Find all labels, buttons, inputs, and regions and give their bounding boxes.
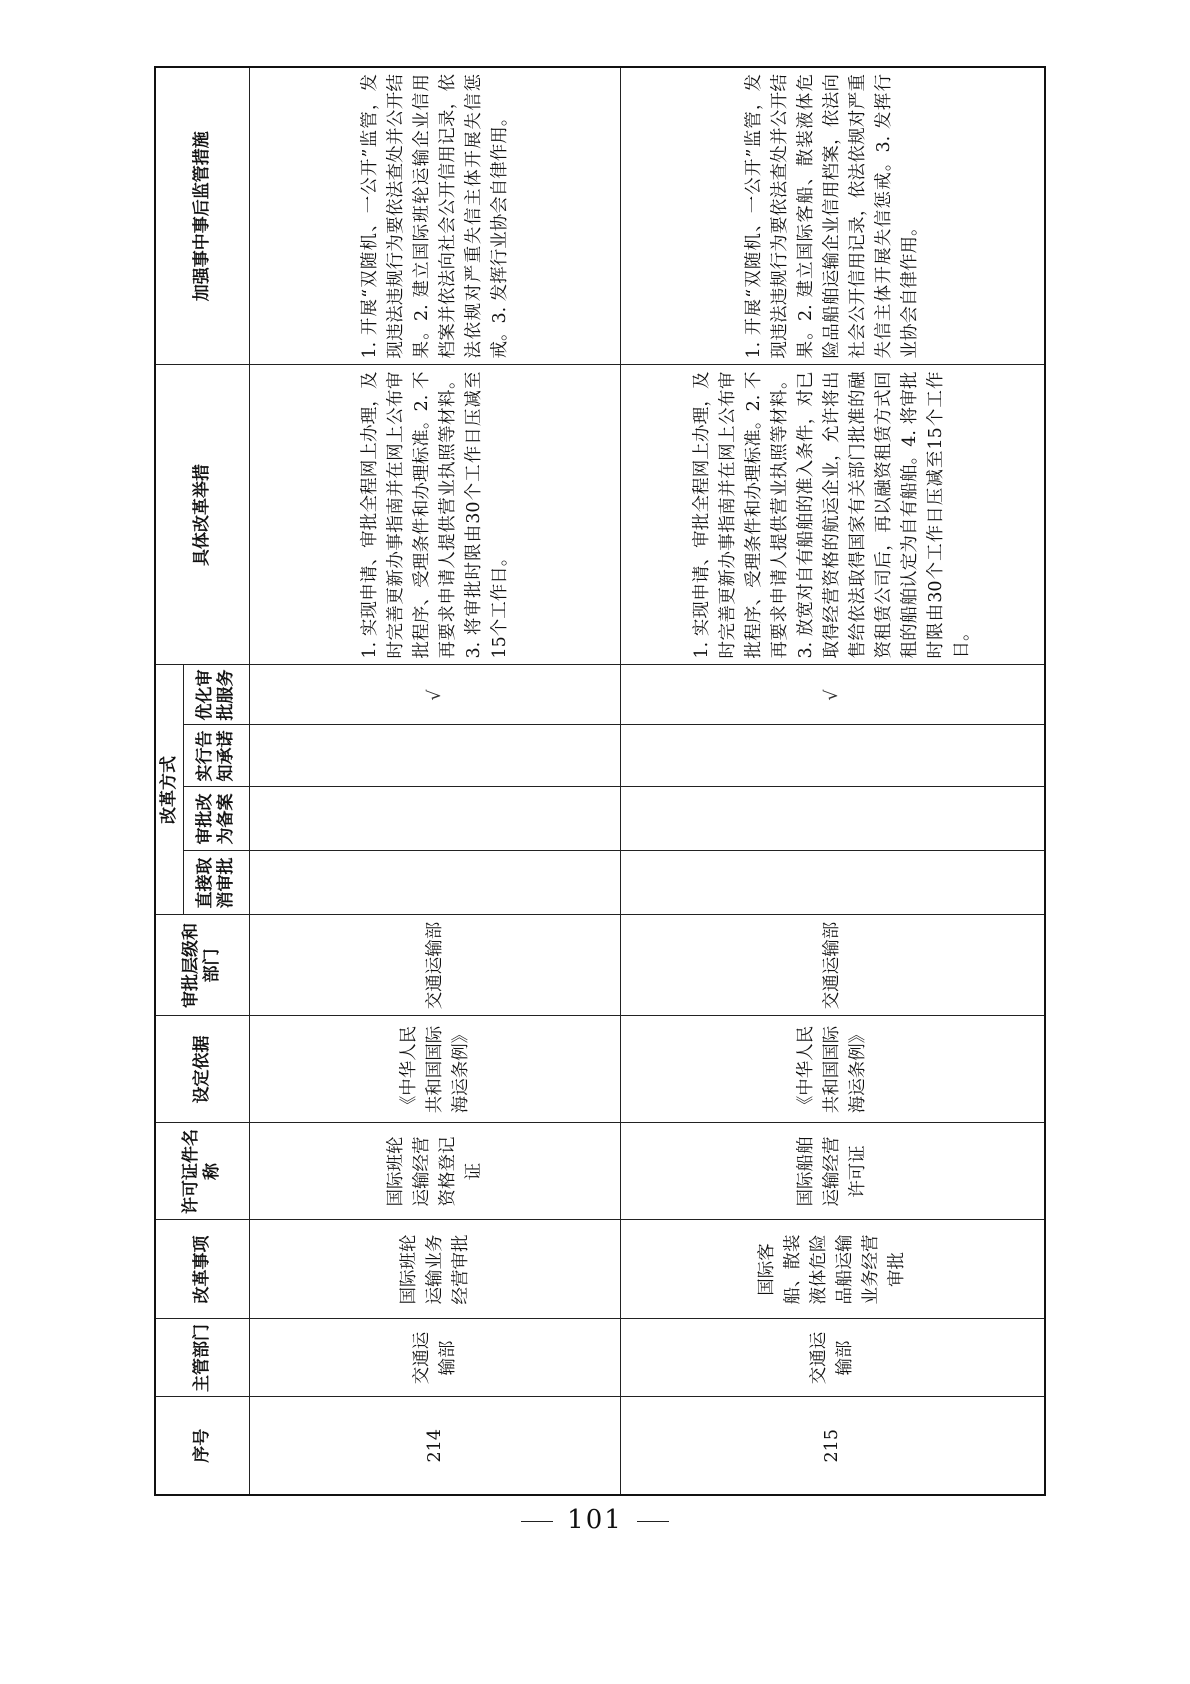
header-measures: 具体改革举措 xyxy=(155,365,249,665)
row-level: 交通运输部 xyxy=(249,915,620,1016)
header-row-1 xyxy=(155,67,183,1495)
row-method-commitment xyxy=(249,725,620,787)
header-method-cancel: 直接取消审批 xyxy=(183,851,249,915)
row-no: 214 xyxy=(249,1397,620,1495)
row-supervision: 1. 开展“双随机、一公开”监管，发现违法违规行为要依法查处并公开结果。2. 建立国际客船、散装液体危险品船舶运输企业信用档案，依法向社会公开信用记录，依法依规对严重失信主体开展失信惩戒。3. 发挥行业协会自律作用。 xyxy=(620,67,1045,365)
row-dept: 交通运输部 xyxy=(249,1319,620,1397)
rotated-table-wrapper xyxy=(154,74,1044,1496)
row-dept: 交通运输部 xyxy=(620,1319,1045,1397)
page-number-value: 101 xyxy=(567,1505,623,1535)
row-supervision: 1. 开展“双随机、一公开”监管，发现违法违规行为要依法查处并公开结果。2. 建立国际班轮运输企业信用档案并依法向社会公开信用记录，依法依规对严重失信主体开展失信惩戒。3. 发挥行业协会自律作用。 xyxy=(249,67,620,365)
row-method-commitment xyxy=(620,725,1045,787)
row-license: 国际船舶运输经营许可证 xyxy=(620,1123,1045,1220)
header-method: 改革方式 xyxy=(155,665,183,915)
page-number xyxy=(0,1505,1190,1535)
table-row xyxy=(249,67,620,1495)
row-item: 国际班轮运输业务经营审批 xyxy=(249,1220,620,1319)
row-no: 215 xyxy=(620,1397,1045,1495)
header-level: 审批层级和部门 xyxy=(155,915,249,1016)
row-level: 交通运输部 xyxy=(620,915,1045,1016)
row-license: 国际班轮运输经营资格登记证 xyxy=(249,1123,620,1220)
header-basis: 设定依据 xyxy=(155,1016,249,1123)
row-method-filing xyxy=(620,787,1045,851)
header-method-commitment: 实行告知承诺 xyxy=(183,725,249,787)
row-method-filing xyxy=(249,787,620,851)
row-method-optimize: √ xyxy=(620,665,1045,725)
row-method-cancel xyxy=(249,851,620,915)
header-license: 许可证件名称 xyxy=(155,1123,249,1220)
row-measures: 1. 实现申请、审批全程网上办理，及时完善更新办事指南并在网上公布审批程序、受理条件和办理标准。2. 不再要求申请人提供营业执照等材料。3. 将审批时限由30个工作日压减至15个工作日。 xyxy=(249,365,620,665)
header-method-filing: 审批改为备案 xyxy=(183,787,249,851)
table-row xyxy=(620,67,1045,1495)
row-method-cancel xyxy=(620,851,1045,915)
row-basis: 《中华人民共和国国际海运条例》 xyxy=(620,1016,1045,1123)
header-dept: 主管部门 xyxy=(155,1319,249,1397)
table-container xyxy=(154,74,1044,1496)
page-number-dash-right xyxy=(637,1521,669,1522)
row-basis: 《中华人民共和国国际海运条例》 xyxy=(249,1016,620,1123)
header-item: 改革事项 xyxy=(155,1220,249,1319)
row-measures: 1. 实现申请、审批全程网上办理，及时完善更新办事指南并在网上公布审批程序、受理条件和办理标准。2. 不再要求申请人提供营业执照等材料。3. 放宽对自有船舶的准入条件，对已取得经营资格的航运企业，允许将出售给依法取得国家有关部门批准的融资租赁公司后，再以融资租赁方式回租的船舶认定为自有船舶。4. 将审批时限由30个工作日压减至15个工作日。 xyxy=(620,365,1045,665)
header-supervision: 加强事中事后监管措施 xyxy=(155,67,249,365)
row-method-optimize: √ xyxy=(249,665,620,725)
page-number-dash-left xyxy=(521,1521,553,1522)
header-method-optimize: 优化审批服务 xyxy=(183,665,249,725)
header-no: 序号 xyxy=(155,1397,249,1495)
reform-table xyxy=(154,66,1046,1496)
row-item: 国际客船、散装液体危险品船运输业务经营审批 xyxy=(620,1220,1045,1319)
